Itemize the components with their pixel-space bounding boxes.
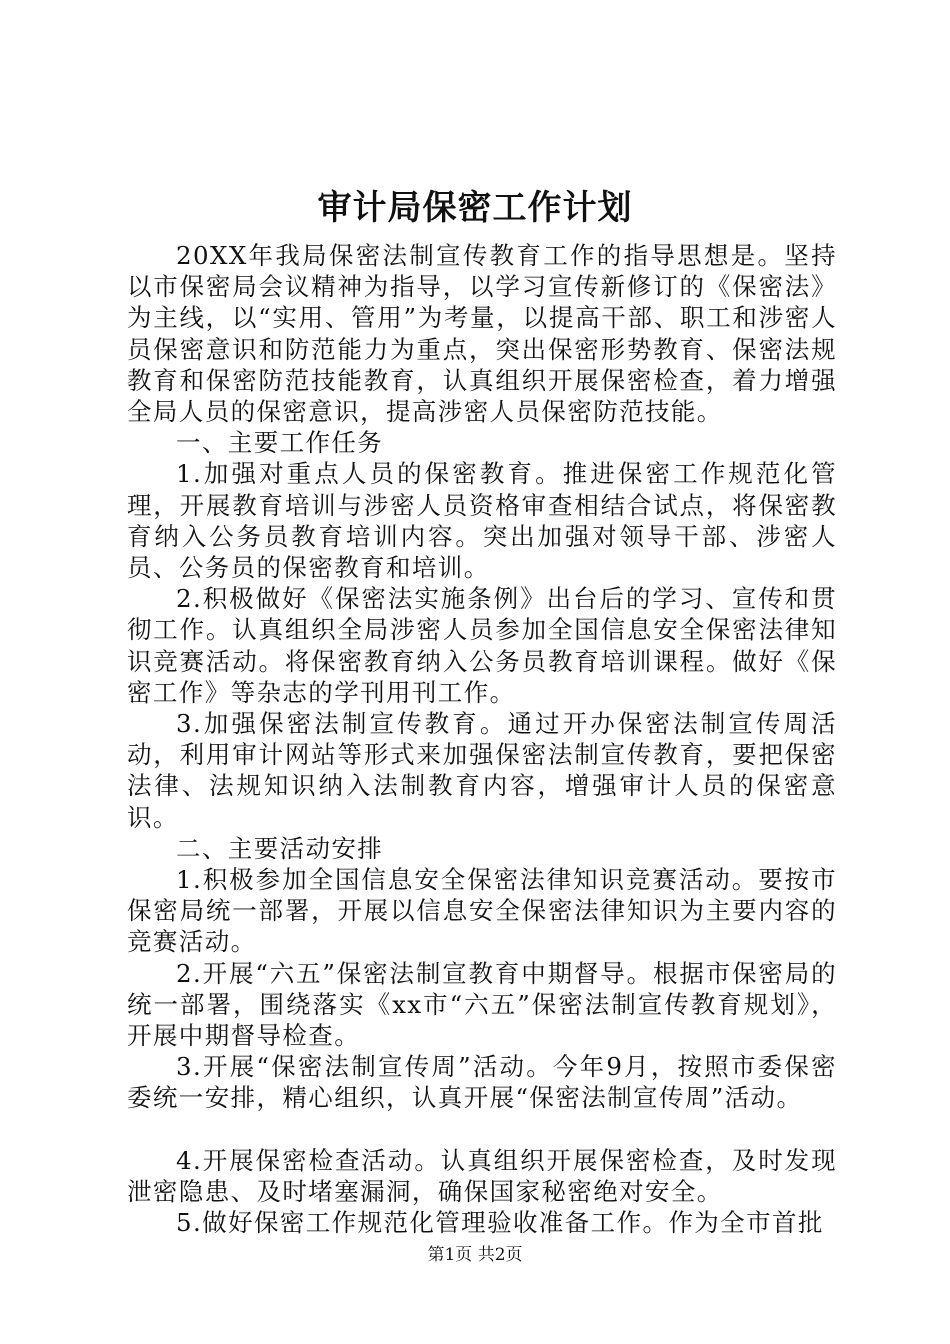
section-heading-tasks: 一、主要工作任务	[176, 428, 384, 458]
activity-item-3: 3.开展“保密法制宣传周”活动。今年9月，按照市委保密委统一安排，精心组织，认真开展“保密法制宣传周”活动。	[127, 1052, 837, 1113]
section-heading-activities: 二、主要活动安排	[176, 833, 384, 863]
activity-item-5: 5.做好保密工作规范化管理验收准备工作。作为全市首批	[176, 1208, 824, 1238]
task-item-1: 1.加强对重点人员的保密教育。推进保密工作规范化管理，开展教育培训与涉密人员资格审查相结合试点，将保密教育纳入公务员教育培训内容。突出加强对领导干部、涉密人员、公务员的保密教育和培训。	[127, 459, 837, 583]
document-title: 审计局保密工作计划	[317, 188, 633, 228]
page-footer: 第1页 共2页	[427, 1245, 523, 1265]
task-item-2: 2.积极做好《保密法实施条例》出台后的学习、宣传和贯彻工作。认真组织全局涉密人员参加全国信息安全保密法律知识竞赛活动。将保密教育纳入公务员教育培训课程。做好《保密工作》等杂志的学刊用刊工作。	[127, 584, 837, 707]
activity-item-2: 2.开展“六五”保密法制宣教育中期督导。根据市保密局的统一部署，围绕落实《xx市“六五”保密法制宣传教育规划》，开展中期督导检查。	[127, 958, 837, 1051]
activity-item-1: 1.积极参加全国信息安全保密法律知识竞赛活动。要按市保密局统一部署，开展以信息安全保密法律知识为主要内容的竞赛活动。	[127, 865, 837, 957]
intro-paragraph: 20XX年我局保密法制宣传教育工作的指导思想是。坚持以市保密局会议精神为指导，以学习宣传新修订的《保密法》为主线，以“实用、管用”为考量，以提高干部、职工和涉密人员保密意识和防范能力为重点，突出保密形势教育、保密法规教育和保密防范技能教育，认真组织开展保密检查，着力增强全局人员的保密意识，提高涉密人员保密防范技能。	[127, 241, 837, 427]
activity-item-4: 4.开展保密检查活动。认真组织开展保密检查，及时发现泄密隐患、及时堵塞漏洞，确保国家秘密绝对安全。	[127, 1145, 837, 1206]
task-item-3: 3.加强保密法制宣传教育。通过开办保密法制宣传周活动，利用审计网站等形式来加强保密法制宣传教育，要把保密法律、法规知识纳入法制教育内容，增强审计人员的保密意识。	[127, 709, 837, 832]
document-body	[127, 240, 837, 1238]
